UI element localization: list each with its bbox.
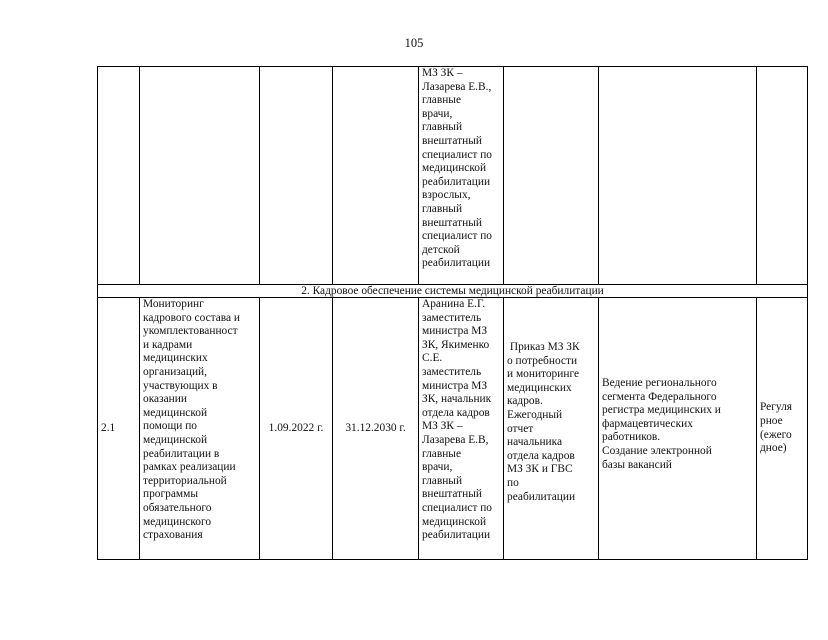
cell-end-empty [333,67,419,285]
document-type: Приказ МЗ ЗК о потребности и мониторинге медицинских кадров. Ежегодный отчет начальника отдела кадров МЗ ЗК и ГВС по реабилитации [504,298,599,560]
continuation-row [98,67,808,285]
row-number: 2.1 [98,298,140,560]
table-row [98,298,808,560]
frequency: Регуля рное (ежего дное) [757,298,808,560]
start-date: 1.09.2022 г. [260,298,333,560]
cell-responsible-continued: МЗ ЗК – Лазарева Е.В., главные врачи, главный внештатный специалист по медицинской реабилитации взрослых, главный внештатный специалист по детской реабилитации [419,67,504,285]
cell-document-empty [504,67,599,285]
section-header-row [98,285,808,298]
measures-table [97,66,808,560]
cell-start-empty [260,67,333,285]
expected-result: Ведение регионального сегмента Федерального регистра медицинских и фармацевтических работников. Создание электронной базы вакансий [599,298,757,560]
cell-measure-empty [140,67,260,285]
section-title: 2. Кадровое обеспечение системы медицинской реабилитации [98,285,808,298]
measure-description: Мониторинг кадрового состава и укомплектованност и кадрами медицинских организаций, участвующих в оказании медицинской помощи по медицинской реабилитации в рамках реализации территориальной программы обязательного медицинского страхования [140,298,260,560]
responsible-persons: Аранина Е.Г. заместитель министра МЗ ЗК, Якименко С.Е. заместитель министра МЗ ЗК, начальник отдела кадров МЗ ЗК – Лазарева Е.В, главные врачи, главный внештатный специалист по медицинской реабилитации [419,298,504,560]
cell-result-empty [599,67,757,285]
end-date: 31.12.2030 г. [333,298,419,560]
cell-number-empty [98,67,140,285]
cell-frequency-empty [757,67,808,285]
page-number: 105 [404,36,424,50]
